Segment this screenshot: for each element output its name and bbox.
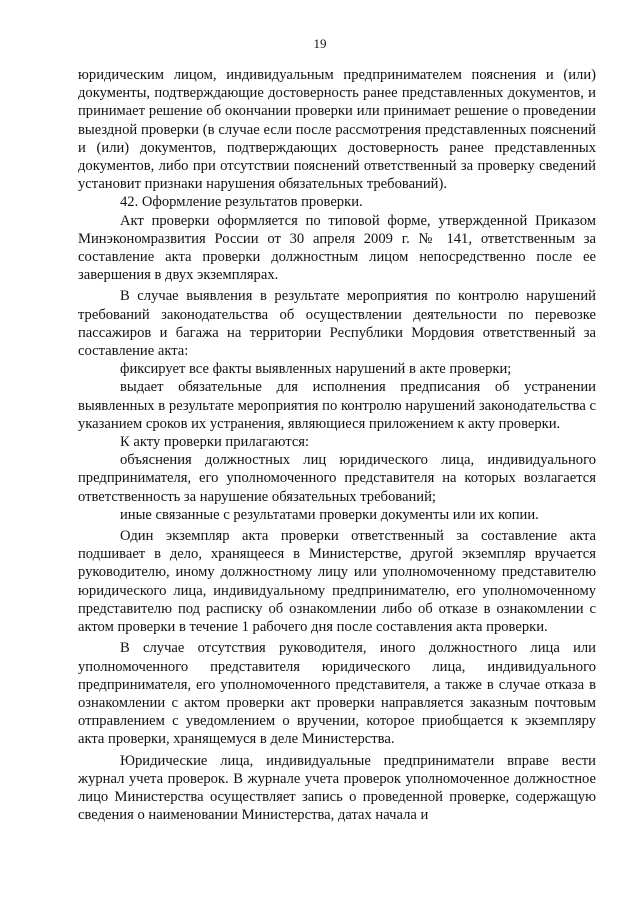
- document-body: [78, 66, 596, 824]
- paragraph-section-heading: 42. Оформление результатов проверки.: [120, 194, 363, 211]
- paragraph: Акт проверки оформляется по типовой форме, утвержденной Приказом Минэкономразвития России от 30 апреля 2009 г. № 141, ответственным за составление акта проверки должностным лицом непосредственно после ее завершения в двух экземплярах.: [78, 212, 596, 284]
- paragraph: Один экземпляр акта проверки ответственный за составление акта подшивает в дело, хранящееся в Министерстве, другой экземпляр вручается руководителю, иному должностному лицу или уполномоченному представителю юридического лица, индивидуальному предпринимателю, его уполномоченному представителю под расписку об ознакомлении либо об отказе в ознакомлении с актом проверки в течение 1 рабочего дня после составления акта проверки.: [78, 528, 596, 636]
- paragraph: Юридические лица, индивидуальные предприниматели вправе вести журнал учета проверок. В журнале учета проверок уполномоченное должностное лицо Министерства осуществляет запись о проведенной проверке, содержащую сведения о наименовании Министерства, датах начала и: [78, 752, 596, 824]
- paragraph: В случае отсутствия руководителя, иного должностного лица или уполномоченного представителя юридического лица, индивидуального предпринимателя, его уполномоченного представителя, а также в случае отказа в ознакомлении с актом проверки акт проверки направляется заказным почтовым отправлением с уведомлением о вручении, которое приобщается к экземпляру акта проверки, хранящемуся в деле Министерства.: [78, 640, 596, 748]
- page-number: 19: [313, 36, 327, 51]
- paragraph: объяснения должностных лиц юридического лица, индивидуального предпринимателя, его уполномоченного представителя на которых возлагается ответственность за нарушение обязательных требований;: [78, 452, 596, 505]
- paragraph: иные связанные с результатами проверки документы или их копии.: [120, 506, 539, 523]
- paragraph: выдает обязательные для исполнения предписания об устранении выявленных в результате мероприятия по контролю нарушений законодательства с указанием сроков их устранения, являющиеся приложением к акту проверки.: [78, 379, 596, 432]
- paragraph: К акту проверки прилагаются:: [120, 434, 310, 451]
- paragraph: фиксирует все факты выявленных нарушений в акте проверки;: [120, 361, 512, 378]
- paragraph-continuation: юридическим лицом, индивидуальным предпринимателем пояснения и (или) документы, подтверждающие достоверность ранее представленных документов, и принимает решение об окончании проверки или принимает решение о проведении выездной проверки (в случае если после рассмотрения представленных пояснений и (или) документов, подтверждающих достоверность ранее представленных документов, либо при отсутствии пояснений ответственный за проверку сведений установит признаки нарушения обязательных требований).: [78, 67, 596, 193]
- paragraph: В случае выявления в результате мероприятия по контролю нарушений требований законодательства об осуществлении деятельности по перевозке пассажиров и багажа на территории Республики Мордовия ответственный за составление акта:: [78, 288, 596, 360]
